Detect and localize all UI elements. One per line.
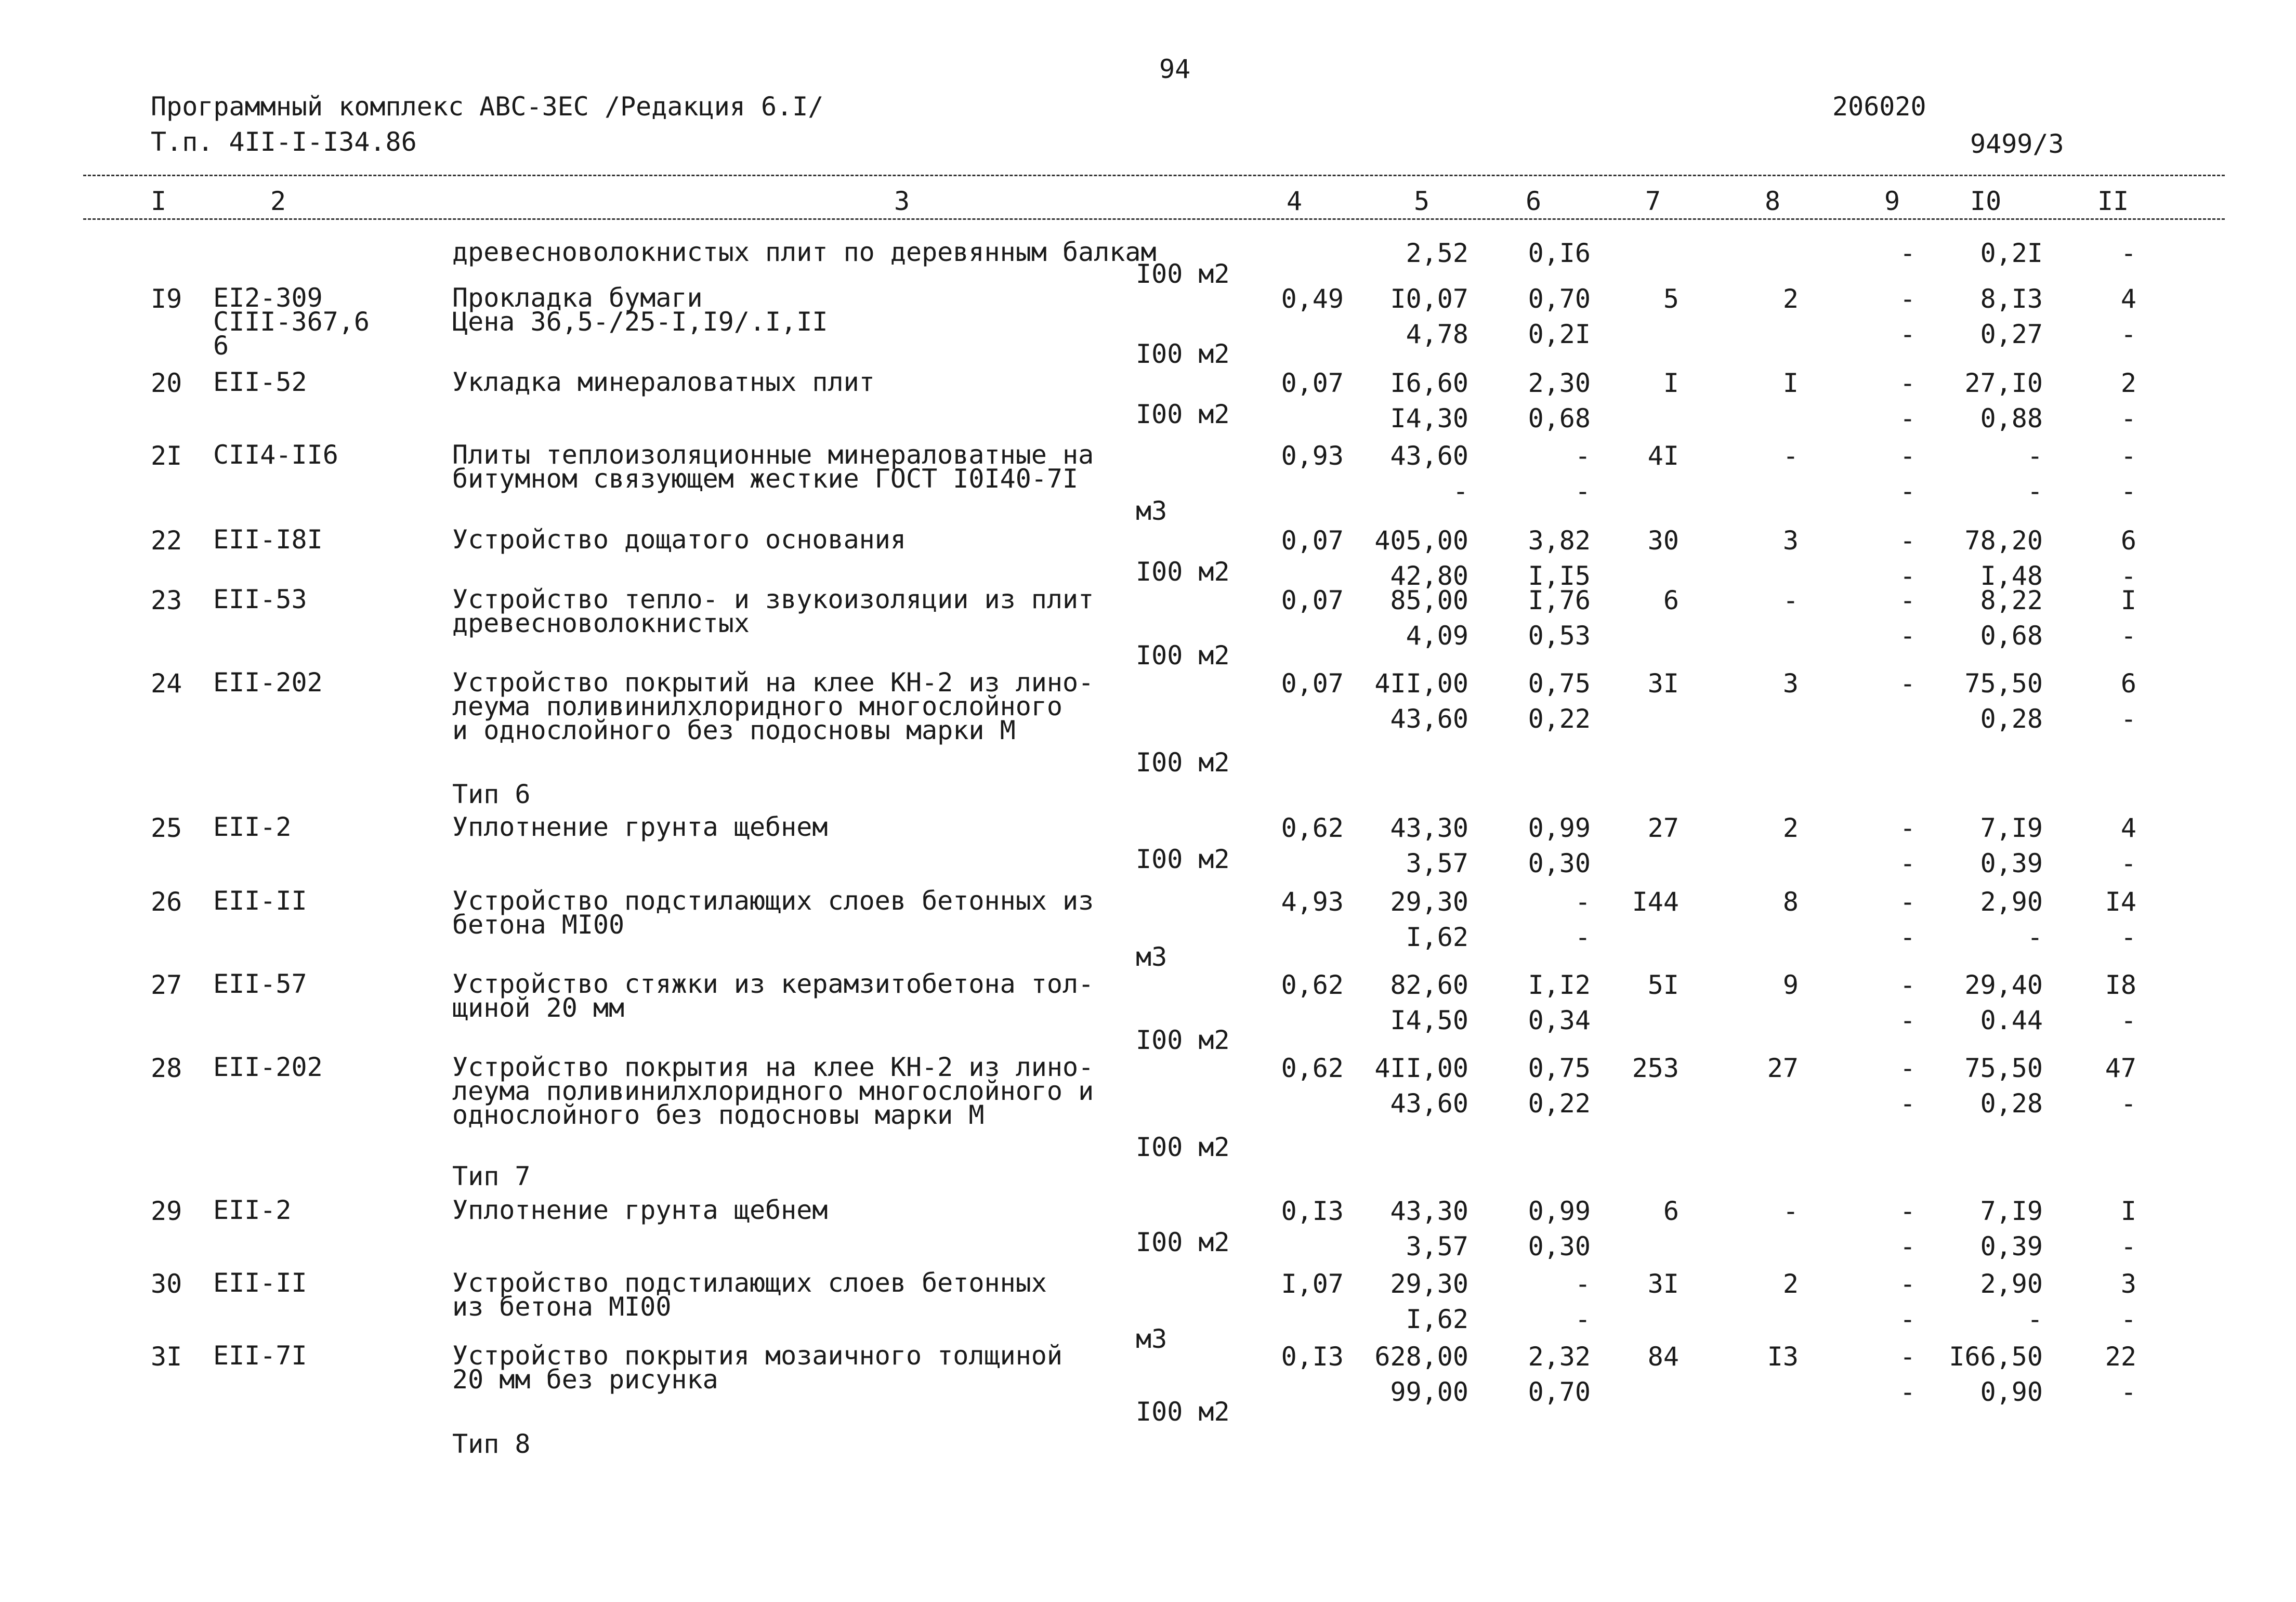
unit-of-measure: I00 м2 bbox=[1136, 844, 1230, 874]
row-number: 24 bbox=[151, 668, 182, 699]
work-description: Укладка минераловатных плит bbox=[452, 367, 875, 397]
quantity-value: 0,62 bbox=[1281, 813, 1344, 843]
work-description: древесноволокнистых плит по деревянным балкам bbox=[452, 237, 1157, 267]
norm-code: EI2-309 CIII-367,6 6 bbox=[213, 283, 370, 361]
column9-value: - bbox=[1899, 1342, 1915, 1372]
quantity-value: 0,93 bbox=[1281, 441, 1344, 471]
column9-value: - bbox=[1899, 1377, 1915, 1407]
work-description: Устройство покрытия мозаичного толщиной 20 мм без рисунка bbox=[452, 1341, 1062, 1395]
labor-total-value: - bbox=[2120, 1231, 2136, 1262]
unit-of-measure: I00 м2 bbox=[1136, 1397, 1230, 1427]
row-number: 28 bbox=[151, 1053, 182, 1083]
labor-value: I,48 bbox=[1980, 561, 2043, 591]
labor-total-value: I4 bbox=[2105, 887, 2136, 917]
labor-value: 0,27 bbox=[1980, 319, 2043, 349]
row-number: 22 bbox=[151, 526, 182, 556]
labor-value: 8,22 bbox=[1980, 585, 2043, 615]
machine-cost-value: 0,75 bbox=[1528, 668, 1591, 699]
unit-wage-value: 4,09 bbox=[1406, 621, 1468, 651]
total-cost-value: 4I bbox=[1647, 441, 1679, 471]
machine-wage-value: 0,34 bbox=[1528, 1005, 1591, 1035]
column-number: 8 bbox=[1765, 186, 1781, 216]
machine-cost-value: 0,70 bbox=[1528, 284, 1591, 314]
labor-value: 2,90 bbox=[1980, 887, 2043, 917]
column9-value: - bbox=[1899, 476, 1915, 506]
total-wage-value: 27 bbox=[1767, 1053, 1799, 1083]
column9-value: - bbox=[1899, 368, 1915, 398]
column9-value: - bbox=[1899, 668, 1915, 699]
column-number: 2 bbox=[270, 186, 286, 216]
total-cost-value: 253 bbox=[1632, 1053, 1679, 1083]
total-wage-value: 3 bbox=[1782, 668, 1799, 699]
column-number: I0 bbox=[1970, 186, 2002, 216]
labor-total-value: - bbox=[2120, 704, 2136, 734]
column9-value: - bbox=[1899, 1088, 1915, 1119]
work-description: Устройство дощатого основания bbox=[452, 524, 906, 555]
column-number: II bbox=[2097, 186, 2129, 216]
program-title: Программный комплекс АВС-3ЕС /Редакция 6.I/ bbox=[151, 91, 824, 122]
labor-value: 7,I9 bbox=[1980, 1196, 2043, 1226]
column9-value: - bbox=[1899, 1196, 1915, 1226]
labor-value: 0,68 bbox=[1980, 621, 2043, 651]
row-number: I9 bbox=[151, 284, 182, 314]
labor-total-value: 3 bbox=[2120, 1269, 2136, 1299]
machine-wage-value: 0,70 bbox=[1528, 1377, 1591, 1407]
unit-of-measure: I00 м2 bbox=[1136, 339, 1230, 369]
total-wage-value: - bbox=[1782, 1196, 1799, 1226]
column9-value: - bbox=[1899, 970, 1915, 1000]
column9-value: - bbox=[1899, 284, 1915, 314]
unit-wage-value: I,62 bbox=[1406, 1304, 1468, 1334]
work-description: Устройство тепло- и звукоизоляции из плит древесноволокнистых bbox=[452, 584, 1094, 638]
total-wage-value: I3 bbox=[1767, 1342, 1799, 1372]
labor-value: - bbox=[2027, 1304, 2043, 1334]
quantity-value: 0,07 bbox=[1281, 526, 1344, 556]
labor-total-value: - bbox=[2120, 403, 2136, 434]
labor-total-value: - bbox=[2120, 1005, 2136, 1035]
column9-value: - bbox=[1899, 621, 1915, 651]
unit-wage-value: 43,60 bbox=[1390, 704, 1468, 734]
total-cost-value: 6 bbox=[1663, 585, 1679, 615]
column-number: 4 bbox=[1287, 186, 1303, 216]
column9-value: - bbox=[1899, 1269, 1915, 1299]
labor-total-value: - bbox=[2120, 1304, 2136, 1334]
quantity-value: 0,07 bbox=[1281, 368, 1344, 398]
column9-value: - bbox=[1899, 1304, 1915, 1334]
row-number: 27 bbox=[151, 970, 182, 1000]
total-cost-value: I bbox=[1663, 368, 1679, 398]
unit-cost-value: 4II,00 bbox=[1374, 1053, 1468, 1083]
table-header-rule bbox=[83, 218, 2225, 220]
labor-total-value: I bbox=[2120, 585, 2136, 615]
norm-code: EII-2 bbox=[213, 1195, 292, 1225]
total-cost-value: 3I bbox=[1647, 668, 1679, 699]
labor-total-value: - bbox=[2120, 319, 2136, 349]
labor-value: 2,90 bbox=[1980, 1269, 2043, 1299]
norm-code: EII-II bbox=[213, 1268, 307, 1298]
machine-wage-value: 0,22 bbox=[1528, 704, 1591, 734]
labor-value: 75,50 bbox=[1964, 1053, 2043, 1083]
page-number: 94 bbox=[1159, 54, 1191, 84]
column9-value: - bbox=[1899, 848, 1915, 878]
unit-of-measure: м3 bbox=[1136, 496, 1167, 526]
unit-cost-value: 628,00 bbox=[1374, 1342, 1468, 1372]
unit-wage-value: I,62 bbox=[1406, 922, 1468, 952]
labor-total-value: - bbox=[2120, 441, 2136, 471]
column9-value: - bbox=[1899, 403, 1915, 434]
machine-wage-value: 0,30 bbox=[1528, 848, 1591, 878]
quantity-value: 0,62 bbox=[1281, 970, 1344, 1000]
quantity-value: I,07 bbox=[1281, 1269, 1344, 1299]
labor-total-value: - bbox=[2120, 1377, 2136, 1407]
machine-cost-value: I,76 bbox=[1528, 585, 1591, 615]
machine-wage-value: 0,53 bbox=[1528, 621, 1591, 651]
unit-cost-value: 2,52 bbox=[1406, 238, 1468, 268]
labor-total-value: 47 bbox=[2105, 1053, 2136, 1083]
total-cost-value: 84 bbox=[1647, 1342, 1679, 1372]
unit-wage-value: I4,30 bbox=[1390, 403, 1468, 434]
unit-cost-value: 43,30 bbox=[1390, 813, 1468, 843]
column9-value: - bbox=[1899, 561, 1915, 591]
row-number: 2I bbox=[151, 441, 182, 471]
row-number: 30 bbox=[151, 1269, 182, 1299]
labor-value: 0,2I bbox=[1980, 238, 2043, 268]
total-wage-value: 2 bbox=[1782, 284, 1799, 314]
labor-value: 29,40 bbox=[1964, 970, 2043, 1000]
machine-cost-value: - bbox=[1575, 441, 1591, 471]
unit-cost-value: 82,60 bbox=[1390, 970, 1468, 1000]
work-description: Устройство покрытия на клее КН-2 из лино- леума поливинилхлоридного многослойного и однослойного без подосновы марки М bbox=[452, 1052, 1094, 1130]
row-number: 26 bbox=[151, 887, 182, 917]
labor-value: 0,39 bbox=[1980, 848, 2043, 878]
unit-of-measure: I00 м2 bbox=[1136, 1227, 1230, 1257]
labor-total-value: I8 bbox=[2105, 970, 2136, 1000]
norm-code: EII-I8I bbox=[213, 524, 323, 555]
labor-value: 75,50 bbox=[1964, 668, 2043, 699]
unit-wage-value: 3,57 bbox=[1406, 1231, 1468, 1262]
total-cost-value: 30 bbox=[1647, 526, 1679, 556]
labor-value: I66,50 bbox=[1949, 1342, 2043, 1372]
unit-wage-value: 3,57 bbox=[1406, 848, 1468, 878]
unit-cost-value: 405,00 bbox=[1374, 526, 1468, 556]
unit-of-measure: I00 м2 bbox=[1136, 1025, 1230, 1055]
norm-code: EII-202 bbox=[213, 667, 323, 698]
labor-value: 0,28 bbox=[1980, 704, 2043, 734]
labor-value: 0,88 bbox=[1980, 403, 2043, 434]
quantity-value: 0,62 bbox=[1281, 1053, 1344, 1083]
machine-cost-value: I,I2 bbox=[1528, 970, 1591, 1000]
work-description: Устройство стяжки из керамзитобетона тол- щиной 20 мм bbox=[452, 969, 1094, 1023]
unit-of-measure: I00 м2 bbox=[1136, 259, 1230, 289]
labor-value: - bbox=[2027, 922, 2043, 952]
machine-wage-value: 0,22 bbox=[1528, 1088, 1591, 1119]
labor-value: 27,I0 bbox=[1964, 368, 2043, 398]
total-wage-value: I bbox=[1782, 368, 1799, 398]
total-wage-value: - bbox=[1782, 585, 1799, 615]
work-description: Устройство подстилающих слоев бетонных из бетона MI00 bbox=[452, 1268, 1047, 1322]
work-description: Устройство покрытий на клее КН-2 из лино- леума поливинилхлоридного многослойного и однослойного без подосновы марки М bbox=[452, 667, 1094, 745]
unit-of-measure: I00 м2 bbox=[1136, 557, 1230, 587]
column9-value: - bbox=[1899, 1005, 1915, 1035]
labor-value: - bbox=[2027, 441, 2043, 471]
total-cost-value: 5I bbox=[1647, 970, 1679, 1000]
machine-cost-value: 0,99 bbox=[1528, 1196, 1591, 1226]
quantity-value: 0,07 bbox=[1281, 668, 1344, 699]
total-cost-value: 27 bbox=[1647, 813, 1679, 843]
machine-cost-value: 0,75 bbox=[1528, 1053, 1591, 1083]
unit-wage-value: 99,00 bbox=[1390, 1377, 1468, 1407]
column9-value: - bbox=[1899, 585, 1915, 615]
total-wage-value: - bbox=[1782, 441, 1799, 471]
norm-code: CII4-II6 bbox=[213, 440, 338, 470]
machine-cost-value: 0,99 bbox=[1528, 813, 1591, 843]
unit-wage-value: - bbox=[1452, 476, 1468, 506]
machine-cost-value: 3,82 bbox=[1528, 526, 1591, 556]
labor-total-value: - bbox=[2120, 922, 2136, 952]
unit-of-measure: м3 bbox=[1136, 1324, 1167, 1354]
labor-value: 0,90 bbox=[1980, 1377, 2043, 1407]
work-description: Тип 7 bbox=[452, 1161, 531, 1191]
machine-cost-value: 2,30 bbox=[1528, 368, 1591, 398]
norm-code: EII-53 bbox=[213, 584, 307, 614]
row-number: 3I bbox=[151, 1342, 182, 1372]
labor-total-value: 4 bbox=[2120, 284, 2136, 314]
unit-wage-value: 42,80 bbox=[1390, 561, 1468, 591]
column9-value: - bbox=[1899, 1231, 1915, 1262]
norm-code: EII-2 bbox=[213, 812, 292, 842]
quantity-value: 0,I3 bbox=[1281, 1196, 1344, 1226]
machine-wage-value: 0,2I bbox=[1528, 319, 1591, 349]
total-wage-value: 8 bbox=[1782, 887, 1799, 917]
labor-total-value: 6 bbox=[2120, 526, 2136, 556]
table-top-rule bbox=[83, 175, 2225, 176]
work-description: Тип 6 bbox=[452, 779, 531, 809]
norm-code: EII-202 bbox=[213, 1052, 323, 1082]
work-description: Уплотнение грунта щебнем bbox=[452, 812, 828, 842]
document-code: 206020 bbox=[1832, 91, 1926, 122]
total-wage-value: 3 bbox=[1782, 526, 1799, 556]
labor-total-value: - bbox=[2120, 561, 2136, 591]
quantity-value: 0,I3 bbox=[1281, 1342, 1344, 1372]
total-wage-value: 9 bbox=[1782, 970, 1799, 1000]
work-description: Плиты теплоизоляционные минераловатные на битумном связующем жесткие ГОСТ I0I40-7I bbox=[452, 440, 1094, 494]
unit-cost-value: 85,00 bbox=[1390, 585, 1468, 615]
unit-cost-value: I0,07 bbox=[1390, 284, 1468, 314]
column9-value: - bbox=[1899, 238, 1915, 268]
total-cost-value: 3I bbox=[1647, 1269, 1679, 1299]
column9-value: - bbox=[1899, 887, 1915, 917]
total-cost-value: 5 bbox=[1663, 284, 1679, 314]
unit-wage-value: I4,50 bbox=[1390, 1005, 1468, 1035]
row-number: 20 bbox=[151, 368, 182, 398]
total-wage-value: 2 bbox=[1782, 1269, 1799, 1299]
norm-code: EII-7I bbox=[213, 1341, 307, 1371]
quantity-value: 0,07 bbox=[1281, 585, 1344, 615]
labor-value: 0.44 bbox=[1980, 1005, 2043, 1035]
norm-code: EII-II bbox=[213, 886, 307, 916]
machine-cost-value: 2,32 bbox=[1528, 1342, 1591, 1372]
work-description: Прокладка бумаги Цена 36,5-/25-I,I9/.I,II bbox=[452, 283, 828, 337]
column9-value: - bbox=[1899, 526, 1915, 556]
column-number: 6 bbox=[1526, 186, 1542, 216]
row-number: 23 bbox=[151, 585, 182, 615]
labor-value: 7,I9 bbox=[1980, 813, 2043, 843]
unit-cost-value: 43,30 bbox=[1390, 1196, 1468, 1226]
unit-cost-value: 43,60 bbox=[1390, 441, 1468, 471]
labor-value: - bbox=[2027, 476, 2043, 506]
machine-wage-value: - bbox=[1575, 922, 1591, 952]
column-number: 5 bbox=[1414, 186, 1430, 216]
norm-code: EII-57 bbox=[213, 969, 307, 999]
unit-cost-value: I6,60 bbox=[1390, 368, 1468, 398]
labor-total-value: 4 bbox=[2120, 813, 2136, 843]
labor-total-value: - bbox=[2120, 848, 2136, 878]
quantity-value: 0,49 bbox=[1281, 284, 1344, 314]
column9-value: - bbox=[1899, 319, 1915, 349]
unit-of-measure: I00 м2 bbox=[1136, 747, 1230, 778]
labor-total-value: - bbox=[2120, 476, 2136, 506]
labor-total-value: - bbox=[2120, 621, 2136, 651]
unit-cost-value: 29,30 bbox=[1390, 887, 1468, 917]
labor-total-value: - bbox=[2120, 1088, 2136, 1119]
unit-of-measure: I00 м2 bbox=[1136, 640, 1230, 671]
column-number: 3 bbox=[894, 186, 910, 216]
unit-of-measure: м3 bbox=[1136, 942, 1167, 972]
labor-total-value: I bbox=[2120, 1196, 2136, 1226]
machine-cost-value: 0,I6 bbox=[1528, 238, 1591, 268]
column-number: 9 bbox=[1884, 186, 1900, 216]
labor-total-value: 22 bbox=[2105, 1342, 2136, 1372]
machine-wage-value: - bbox=[1575, 476, 1591, 506]
column-number: I bbox=[151, 186, 167, 216]
sheet-number: 9499/3 bbox=[1970, 129, 2064, 159]
project-code: Т.п. 4II-I-I34.86 bbox=[151, 127, 417, 157]
column-number: 7 bbox=[1645, 186, 1661, 216]
labor-value: 0,39 bbox=[1980, 1231, 2043, 1262]
quantity-value: 4,93 bbox=[1281, 887, 1344, 917]
work-description: Устройство подстилающих слоев бетонных из бетона MI00 bbox=[452, 886, 1094, 940]
labor-value: 8,I3 bbox=[1980, 284, 2043, 314]
machine-wage-value: 0,68 bbox=[1528, 403, 1591, 434]
labor-value: 0,28 bbox=[1980, 1088, 2043, 1119]
work-description: Тип 8 bbox=[452, 1429, 531, 1459]
unit-of-measure: I00 м2 bbox=[1136, 1132, 1230, 1162]
column9-value: - bbox=[1899, 441, 1915, 471]
labor-total-value: 2 bbox=[2120, 368, 2136, 398]
machine-wage-value: 0,30 bbox=[1528, 1231, 1591, 1262]
machine-cost-value: - bbox=[1575, 887, 1591, 917]
unit-cost-value: 29,30 bbox=[1390, 1269, 1468, 1299]
machine-cost-value: - bbox=[1575, 1269, 1591, 1299]
unit-of-measure: I00 м2 bbox=[1136, 399, 1230, 429]
row-number: 25 bbox=[151, 813, 182, 843]
row-number: 29 bbox=[151, 1196, 182, 1226]
labor-value: 78,20 bbox=[1964, 526, 2043, 556]
unit-wage-value: 4,78 bbox=[1406, 319, 1468, 349]
total-wage-value: 2 bbox=[1782, 813, 1799, 843]
labor-total-value: - bbox=[2120, 238, 2136, 268]
column9-value: - bbox=[1899, 1053, 1915, 1083]
total-cost-value: I44 bbox=[1632, 887, 1679, 917]
column9-value: - bbox=[1899, 922, 1915, 952]
machine-wage-value: I,I5 bbox=[1528, 561, 1591, 591]
norm-code: EII-52 bbox=[213, 367, 307, 397]
machine-wage-value: - bbox=[1575, 1304, 1591, 1334]
unit-cost-value: 4II,00 bbox=[1374, 668, 1468, 699]
column9-value: - bbox=[1899, 813, 1915, 843]
total-cost-value: 6 bbox=[1663, 1196, 1679, 1226]
labor-total-value: 6 bbox=[2120, 668, 2136, 699]
work-description: Уплотнение грунта щебнем bbox=[452, 1195, 828, 1225]
unit-wage-value: 43,60 bbox=[1390, 1088, 1468, 1119]
